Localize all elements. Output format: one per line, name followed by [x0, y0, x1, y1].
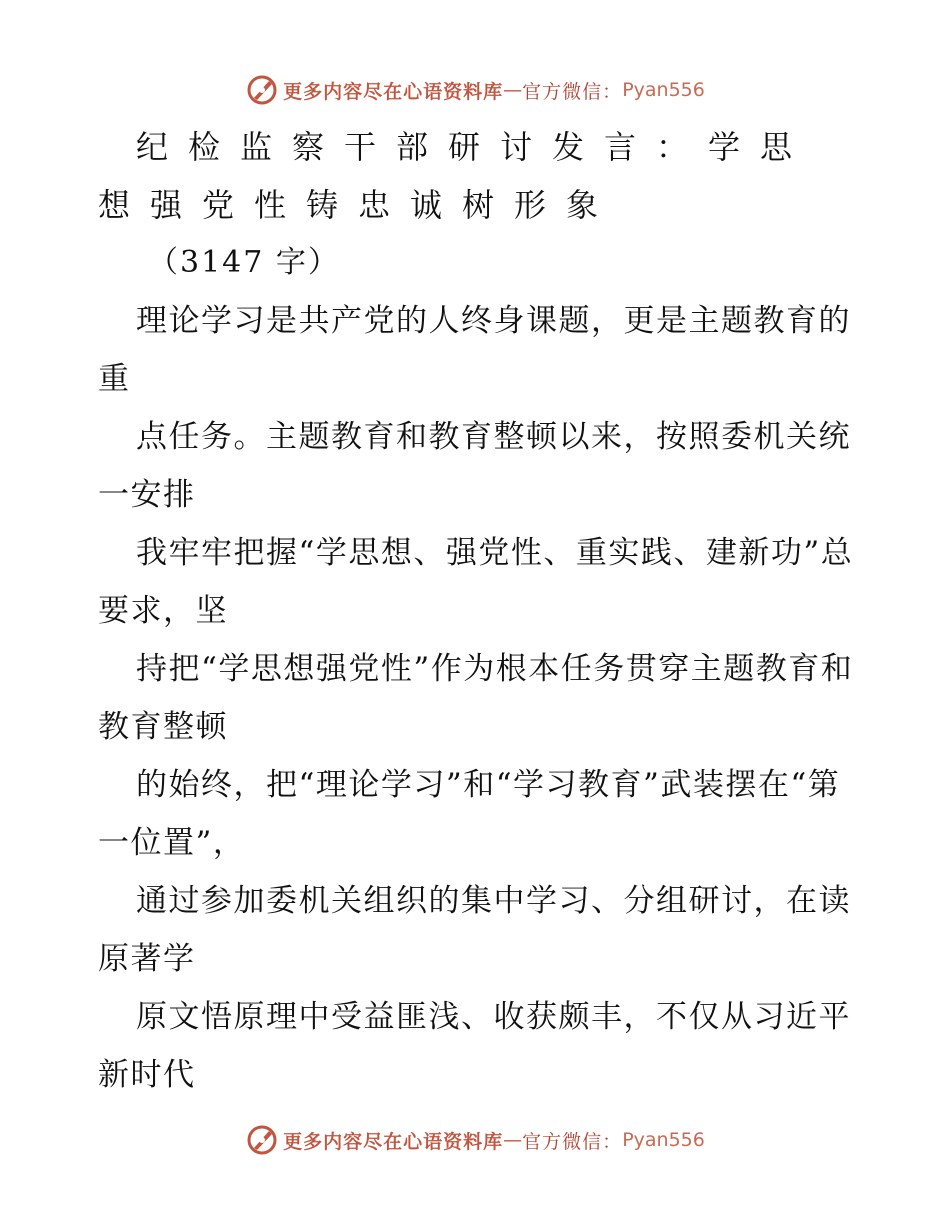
paragraph: 通过参加委机关组织的集中学习、分组研讨，在读原著学 [98, 883, 851, 977]
paragraph: 点任务。主题教育和教育整顿以来，按照委机关统一安排 [98, 419, 851, 513]
watermark-banner-bottom [0, 1122, 950, 1158]
watermark-prefix: 更多内容尽在心语资料库 [283, 1130, 504, 1153]
watermark-separator: — [503, 79, 523, 101]
paragraph: 原文悟原理中受益匪浅、收获颇丰，不仅从习近平新时代 [98, 999, 851, 1093]
word-count: （3147 字） [148, 245, 340, 280]
watermark-account-label: 官方微信： [522, 1130, 623, 1153]
pen-circle-icon [245, 73, 279, 107]
watermark-banner-top [0, 72, 950, 108]
watermark-prefix: 更多内容尽在心语资料库 [283, 80, 504, 103]
pen-circle-icon [245, 1123, 279, 1157]
watermark-account-id: Pyan556 [622, 79, 705, 101]
paragraph: 理论学习是共产党的人终身课题，更是主题教育的重 [98, 303, 851, 397]
watermark-account-label: 官方微信： [522, 80, 623, 103]
document-body [98, 118, 858, 1104]
paragraph: 的始终，把“理论学习”和“学习教育”武装摆在“第一位置”， [98, 767, 841, 861]
watermark-separator: — [503, 1129, 523, 1151]
paragraph: 我牢牢把握“学思想、强党性、重实践、建新功”总要求，坚 [98, 535, 854, 629]
watermark-account-id: Pyan556 [622, 1129, 705, 1151]
paragraph: 持把“学思想强党性”作为根本任务贯穿主题教育和教育整顿 [98, 651, 854, 745]
document-title: 纪检监察干部研讨发言：学思想强党性铸忠诚树形象 [98, 128, 813, 224]
